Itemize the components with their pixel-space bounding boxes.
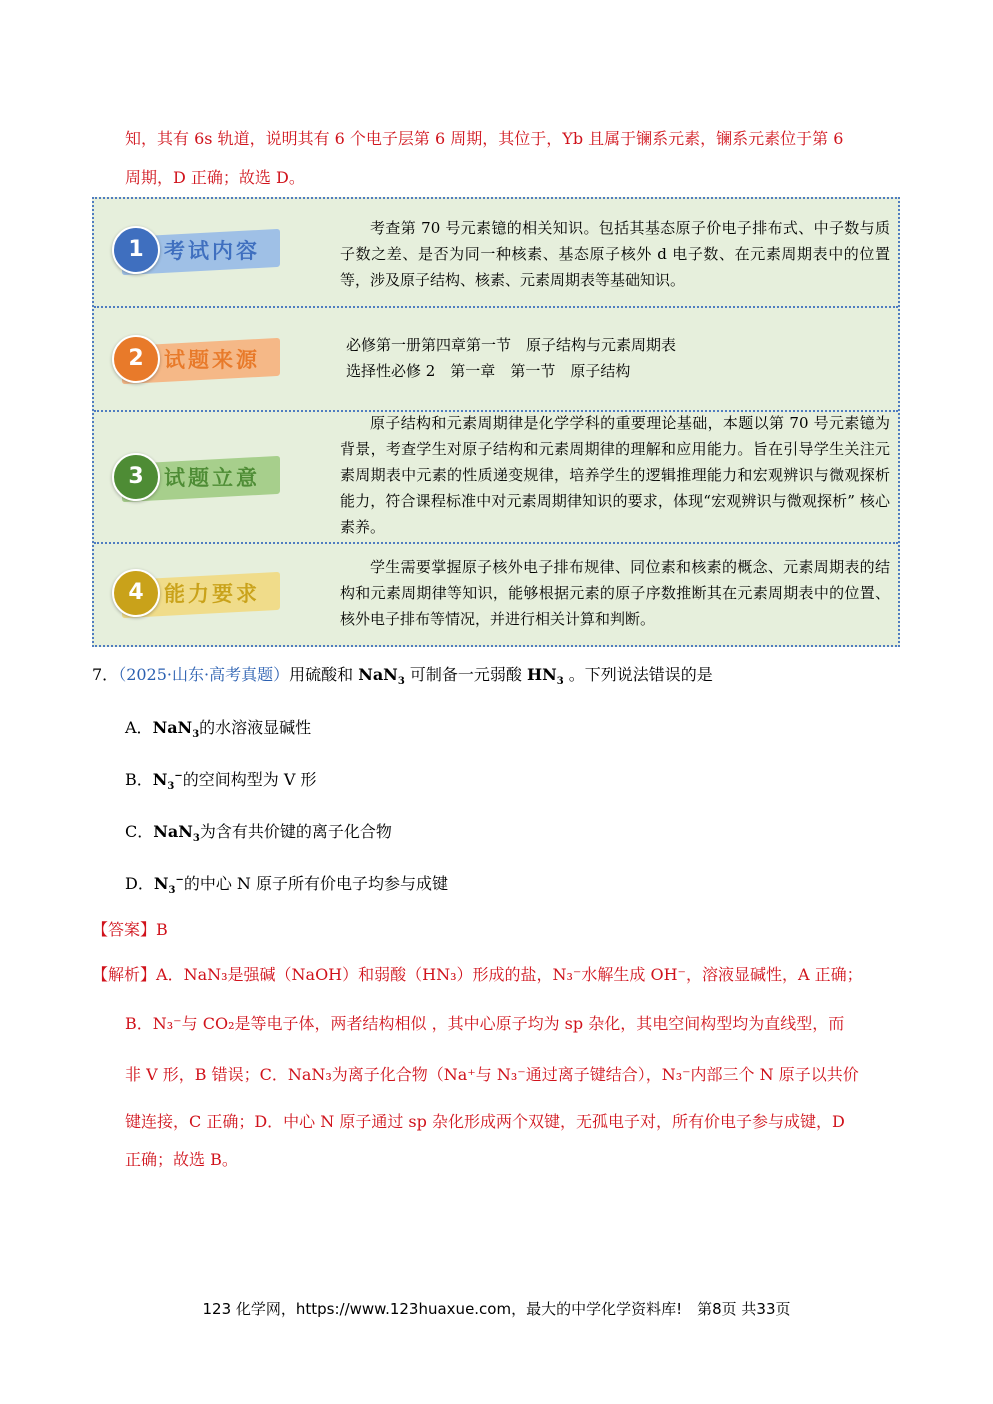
option-formula: $N_3^-$ <box>153 874 184 897</box>
row-text: 考查第 70 号元素镱的相关知识。包括其基态原子价电子排布式、中子数与质子数之差、是否为同一种核素、基态原子核外 d 电子数、在元素周期表中的位置等，涉及原子结构、核素、元素周期表等基础知识。 <box>340 219 890 289</box>
number-badge-icon: 2 <box>112 335 160 383</box>
analysis-line-3: 非 V 形，B 错误；C．NaN₃为离子化合物（Na⁺与 N₃⁻通过离子键结合），N₃⁻内部三个 N 原子以共价 <box>125 1065 859 1084</box>
row-text: 原子结构和元素周期律是化学学科的重要理论基础，本题以第 70 号元素镱为背景，考查学生对原子结构和元素周期律的理解和应用能力。旨在引导学生关注元素周期表中元素的性质递变规律，培养学生的逻辑推理能力和宏观辨识与微观探析能力，符合课程标准中对元素周期律知识的要求，体现“宏观辨识与微观探析” 核心素养。 <box>340 414 890 536</box>
badge-question-source <box>112 330 280 390</box>
info-row-ability-requirements <box>94 542 898 649</box>
answer-value: B <box>156 920 168 939</box>
stem-part: 。下列说法错误的是 <box>563 665 713 684</box>
option-letter: C． <box>125 822 154 841</box>
question-source-link[interactable]: （2025·山东·高考真题） <box>118 665 290 684</box>
page-footer: 123 化学网，https://www.123huaxue.com，最大的中学化学资料库! 第8页 共33页 <box>202 1300 791 1318</box>
option-letter: A． <box>125 718 153 737</box>
option-text: 的空间构型为 V 形 <box>182 770 317 789</box>
row-text-line-2: 选择性必修 2 第一章 第一节 原子结构 <box>346 362 631 380</box>
stem-part: 可制备一元弱酸 <box>404 665 527 684</box>
info-row-exam-content <box>94 199 898 306</box>
row-text: 学生需要掌握原子核外电子排布规律、同位素和核素的概念、元素周期表的结构和元素周期律等知识，能够根据元素的原子序数推断其在元素周期表中的位置、核外电子排布等情况，并进行相关计算和判断。 <box>340 558 890 628</box>
option-letter: D． <box>125 874 154 893</box>
option-d[interactable] <box>125 871 448 896</box>
analysis-line-5: 正确；故选 B。 <box>125 1150 238 1169</box>
badge-ability-requirements <box>112 564 280 624</box>
option-c[interactable] <box>125 819 392 844</box>
badge-label: 试题立意 <box>164 466 260 490</box>
badge-label: 试题来源 <box>164 348 260 372</box>
analysis-line-4: 键连接，C 正确；D．中心 N 原子通过 sp 杂化形成两个双键，无孤电子对，所有价电子参与成键，D <box>125 1112 845 1131</box>
info-row-question-intent <box>94 410 898 544</box>
option-formula: NaN$_3$ <box>153 822 200 845</box>
badge-label: 考试内容 <box>164 239 260 263</box>
answer-label: 【答案】 <box>92 920 157 939</box>
option-letter: B． <box>125 770 153 789</box>
analysis-line-1: 【解析】A．NaN₃是强碱（NaOH）和弱酸（HN₃）形成的盐，N₃⁻水解生成 OH⁻，溶液显碱性，A 正确； <box>92 965 863 984</box>
option-text: 的中心 N 原子所有价电子均参与成键 <box>183 874 449 893</box>
option-formula: NaN$_3$ <box>152 718 200 741</box>
analysis-label: 【解析】 <box>92 965 157 984</box>
question-number: 7． <box>92 665 119 684</box>
formula-nan3: NaN$_3$ <box>358 665 405 688</box>
formula-hn3: $HN_3$ <box>526 665 564 688</box>
answer <box>92 917 168 940</box>
option-b[interactable] <box>125 767 316 792</box>
option-formula: $N_3^-$ <box>152 770 183 793</box>
info-row-question-source <box>94 306 898 412</box>
badge-label: 能力要求 <box>164 582 260 606</box>
intro-line-1: 知，其有 6s 轨道，说明其有 6 个电子层第 6 周期，其位于，Yb 且属于镧系元素，镧系元素位于第 6 <box>125 129 844 148</box>
badge-question-intent <box>112 448 280 508</box>
stem-part: 用硫酸和 <box>289 665 359 684</box>
row-text-line-1: 必修第一册第四章第一节 原子结构与元素周期表 <box>346 336 677 354</box>
intro-line-2: 周期，D 正确；故选 D。 <box>125 168 305 187</box>
number-badge-icon: 1 <box>112 226 160 274</box>
number-badge-icon: 4 <box>112 569 160 617</box>
question-stem <box>92 662 713 687</box>
option-text: 为含有共价键的离子化合物 <box>199 822 392 841</box>
option-text: 的水溶液显碱性 <box>199 718 312 737</box>
option-a[interactable] <box>125 715 311 740</box>
info-box <box>92 197 900 647</box>
analysis-line-2: B．N₃⁻与 CO₂是等电子体，两者结构相似 ，其中心原子均为 sp 杂化，其电空间构型均为直线型，而 <box>125 1014 845 1033</box>
number-badge-icon: 3 <box>112 453 160 501</box>
badge-exam-content <box>112 221 280 281</box>
